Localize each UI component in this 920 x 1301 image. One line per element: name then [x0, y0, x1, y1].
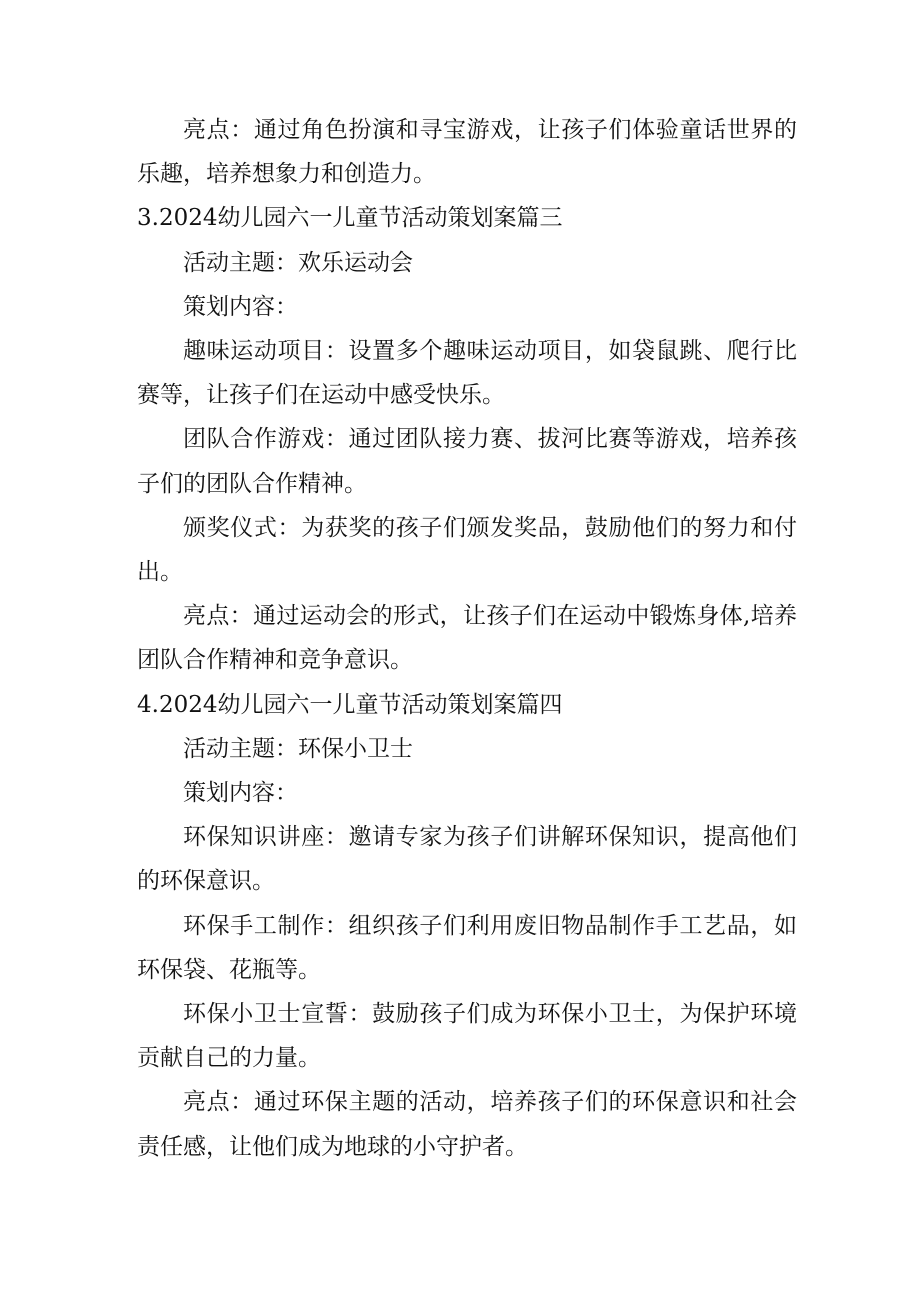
paragraph-highlight-part2: 亮点：通过角色扮演和寻宝游戏，让孩子们体验童话世界的乐趣，培养想象力和创造力。	[137, 117, 797, 188]
paragraph-theme-4: 活动主题：环保小卫士	[183, 735, 413, 762]
paragraph-highlight-4: 亮点：通过环保主题的活动，培养孩子们的环保意识和社会责任感，让他们成为地球的小守护者。	[137, 1089, 797, 1160]
paragraph-theme-3: 活动主题：欢乐运动会	[183, 249, 413, 276]
section-heading-4: 4.2024幼儿园六一儿童节活动策划案篇四	[137, 691, 563, 718]
paragraph-plan-label-4: 策划内容：	[183, 780, 298, 807]
paragraph-eco-crafts: 环保手工制作：组织孩子们利用废旧物品制作手工艺品，如环保袋、花瓶等。	[137, 912, 797, 983]
paragraph-fun-sports: 趣味运动项目：设置多个趣味运动项目，如袋鼠跳、爬行比赛等，让孩子们在运动中感受快乐。	[137, 338, 797, 409]
paragraph-plan-label-3: 策划内容：	[183, 293, 298, 320]
paragraph-eco-lecture: 环保知识讲座：邀请专家为孩子们讲解环保知识，提高他们的环保意识。	[137, 824, 797, 895]
section-heading-3: 3.2024幼儿园六一儿童节活动策划案篇三	[137, 205, 563, 232]
paragraph-highlight-3: 亮点：通过运动会的形式，让孩子们在运动中锻炼身体,培养团队合作精神和竞争意识。	[137, 603, 797, 674]
document-body	[137, 108, 797, 1169]
paragraph-team-games: 团队合作游戏：通过团队接力赛、拔河比赛等游戏，培养孩子们的团队合作精神。	[137, 426, 797, 497]
paragraph-award-ceremony: 颁奖仪式：为获奖的孩子们颁发奖品，鼓励他们的努力和付出。	[137, 514, 797, 586]
paragraph-eco-oath: 环保小卫士宣誓：鼓励孩子们成为环保小卫士，为保护环境贡献自己的力量。	[137, 1001, 797, 1072]
